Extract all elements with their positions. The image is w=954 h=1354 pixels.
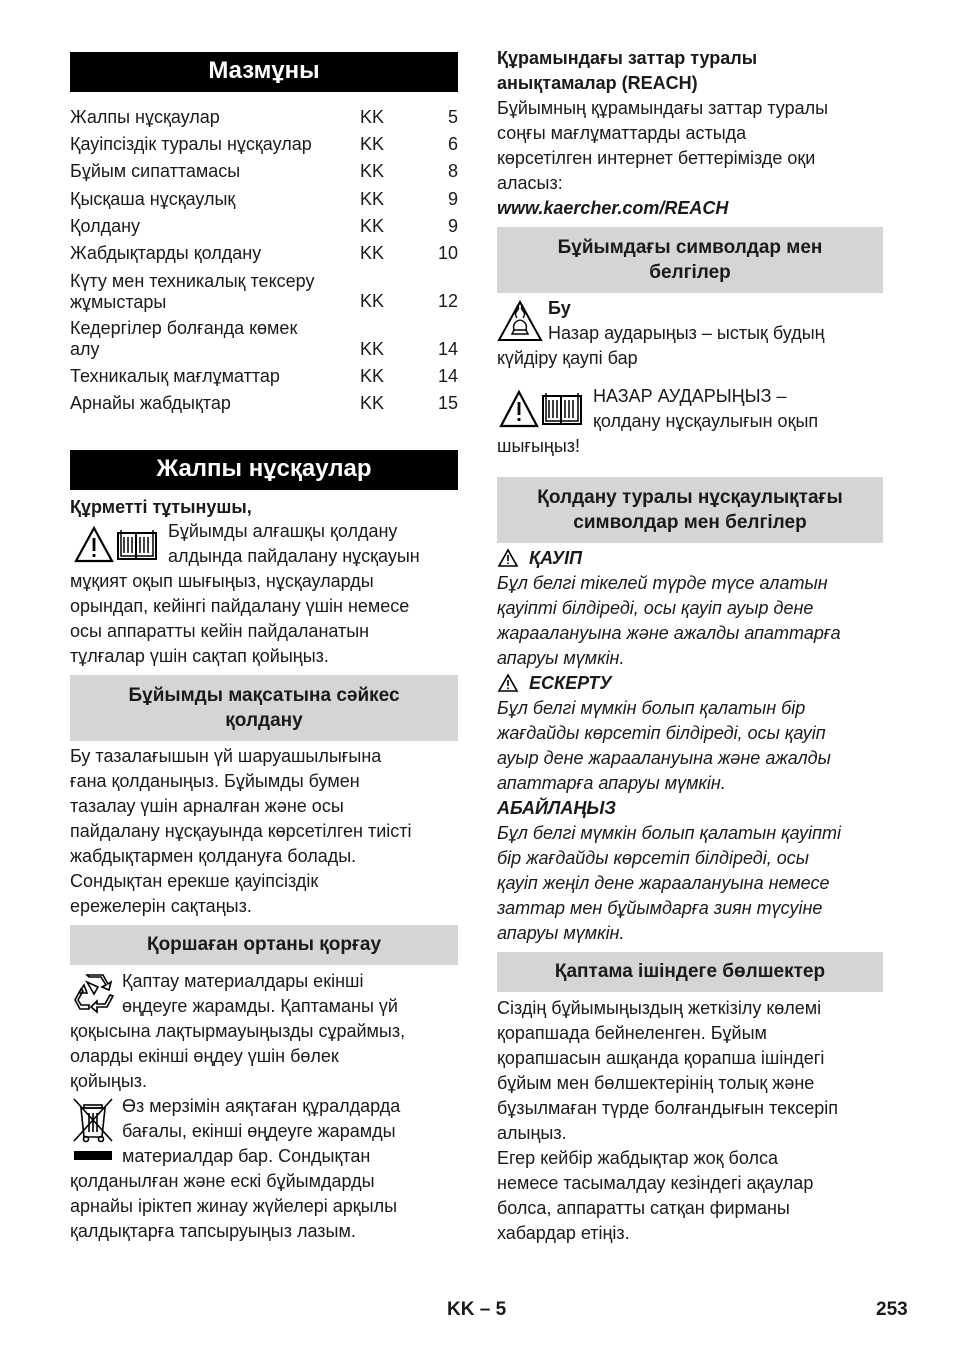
toc-row[interactable] [70,318,458,360]
disposal-wrap-text [122,1094,400,1169]
toc-row[interactable] [70,271,458,313]
crossed-bin-icon [72,1097,114,1163]
text-line: қолданылған және ескі бұйымдарды [70,1171,375,1191]
text-line: Сондықтан ерекше қауіпсіздік [70,871,319,891]
reach-link[interactable]: www.kaercher.com/REACH [497,198,729,218]
toc-page: 9 [447,189,458,209]
heading-line: белгілер [649,262,731,283]
text-line: осы аппаратты кейін пайдаланатын [70,621,370,641]
warning-icon [497,673,519,693]
text-line: жағдайды көрсетіп білдіреді, осы қауіп [497,723,826,743]
text-line: немесе тасымалдау кезіндегі ақаулар [497,1173,814,1193]
manual-symbols-heading [497,477,883,543]
text-line: мұқият оқып шығыңыз, нұсқауларды [70,571,374,591]
heading-line: Бұйымдағы символдар мен [557,237,823,258]
text-line: апаттарға апаруы мүмкін. [497,773,726,793]
manual-wrap-text [593,384,818,434]
toc-page: 6 [447,134,458,154]
toc-page: 12 [437,291,458,311]
toc-page: 9 [447,216,458,236]
text-line: арнайы іріктеп жинау жүйелері арқылы [70,1196,398,1216]
toc-lang: KK [360,243,385,263]
text-line: оларды екінші өңдеу үшін бөлек [70,1046,339,1066]
recycle-icon [72,973,118,1015]
toc-lang: KK [360,134,385,154]
warning-manual-icon [74,525,164,565]
intro-wrap-text [168,519,420,569]
toc-title: Техникалық мағлұматтар [70,366,280,386]
toc-title: Бұйым сипаттамасы [70,161,241,181]
text-line: Өз мерзімін аяқтаған құралдарда [122,1096,401,1116]
environment-heading: Қоршаған ортаны қорғау [70,925,458,965]
text-line: Бұйымның құрамындағы заттар туралы [497,98,829,118]
heading-line: анықтамалар (REACH) [497,73,698,93]
reach-heading [497,46,757,96]
text-line: қоқысына лақтырмауыңызды сұраймыз, [70,1021,406,1041]
text-line: ережелерін сақтаңыз. [70,896,252,916]
text-line: Сіздің бұйымыңыздың жеткізілу көлемі [497,998,822,1018]
toc-row[interactable] [70,107,458,128]
heading-line: Бұйымды мақсатына сәйкес [128,685,400,706]
text-line: қойыңыз. [70,1071,148,1091]
toc-title: Жабдықтарды қолдану [70,243,262,263]
text-line: қауіпті білдіреді, осы қауіп ауыр дене [497,598,814,618]
toc-title-line: алу [70,339,100,359]
toc-title-line: Күту мен техникалық тексеру [70,271,315,291]
toc-page: 5 [447,107,458,127]
danger-warning-icon [497,548,519,568]
text-line: бір жағдайды көрсетіп білдіреді, осы [497,848,809,868]
toc-row[interactable] [70,161,458,182]
toc-row[interactable] [70,189,458,210]
toc-title [70,271,355,313]
text-line: апаруы мүмкін. [497,648,625,668]
text-line: Бұл белгі мүмкін болып қалатын бір [497,698,806,718]
toc-page: 8 [447,161,458,181]
text-line: Бұйымды алғашқы қолдану [168,521,398,541]
text-line: пайдалану нұсқауында көрсетілген тиісті [70,821,412,841]
recycle-text [70,1019,405,1094]
text-line: Бұл белгі тікелей түрде түсе алатын [497,573,828,593]
toc-heading: Мазмұны [70,52,458,92]
recycle-wrap-text [122,969,398,1019]
text-line: материалдар бар. Сондықтан [122,1146,371,1166]
text-line: НАЗАР АУДАРЫҢЫЗ – [593,386,787,406]
text-line: апаруы мүмкін. [497,923,625,943]
text-line: тазалау үшін арналған және осы [70,796,344,816]
toc-lang: KK [360,107,385,127]
footer-section: KK – 5 [447,1299,507,1320]
toc-page: 15 [437,393,458,413]
toc-page: 14 [437,366,458,386]
steam-title: Бу [548,298,571,318]
text-line: Егер кейбір жабдықтар жоқ болса [497,1148,778,1168]
text-line: орындап, кейінгі пайдалану үшін немесе [70,596,410,616]
heading-line: қолдану [225,710,303,731]
danger-label: ҚАУІП [529,548,583,568]
package-text [497,996,838,1246]
toc-row[interactable] [70,243,458,264]
text-line: алыңыз. [497,1123,567,1143]
caution-label: АБАЙЛАҢЫЗ [497,798,616,818]
text-line: ауыр дене жараалануына және ажалды [497,748,831,768]
text-line: қалдықтарға тапсыруыңыз лазым. [70,1221,356,1241]
text-line: ғана қолданыңыз. Бұйымды бумен [70,771,360,791]
footer-page-number: 253 [876,1299,908,1320]
caution-text [497,821,841,946]
toc-title [70,318,355,360]
toc-title: Қолдану [70,216,141,236]
toc-title-line: жұмыстары [70,292,167,312]
toc-title: Қысқаша нұсқаулық [70,189,236,209]
text-line: бұзылмаған түрде болғандығын тексеріп [497,1098,838,1118]
toc-row[interactable] [70,134,458,155]
hot-steam-warning-icon [497,300,543,342]
toc-page: 14 [437,339,458,359]
text-line: бағалы, екінші өңдеуге жарамды [122,1121,396,1141]
warning-label: ЕСКЕРТУ [529,673,612,693]
text-line: көрсетілген интернет беттерімізде оқи [497,148,816,168]
intro-text [70,569,409,669]
reach-text [497,96,828,196]
heading-line: символдар мен белгілер [573,512,807,533]
disposal-text [70,1169,397,1244]
text-line: Қаптау материалдары екінші [122,971,364,991]
read-manual-warning-icon [499,388,589,430]
purpose-heading [70,675,458,741]
text-line: өңдеуге жарамды. Қаптаманы үй [122,996,398,1016]
text-line: заттар мен бұйымдарға зиян түсуіне [497,898,823,918]
steam-line: Назар аударыңыз – ыстық будың [548,323,825,343]
heading-line: Қолдану туралы нұсқаулықтағы [537,487,843,508]
symbols-heading [497,227,883,293]
text-line: қауіп жеңіл дене жараалануына немесе [497,873,830,893]
text-line: Бу тазалағышын үй шаруашылығына [70,746,382,766]
toc-title: Жалпы нұсқаулар [70,107,220,127]
text-line: жабдықтармен қолдануға болады. [70,846,357,866]
toc-page: 10 [437,243,458,263]
text-line: алдында пайдалану нұсқауын [168,546,420,566]
text-line: аласыз: [497,173,563,193]
toc-row[interactable] [70,216,458,237]
toc-lang: KK [360,339,385,359]
toc-lang: KK [360,393,385,413]
toc-row[interactable] [70,366,458,387]
package-heading: Қаптама ішіндеге бөлшектер [497,952,883,992]
toc-lang: KK [360,216,385,236]
greeting: Құрметті тұтынушы, [70,497,252,517]
heading-line: Құрамындағы заттар туралы [497,48,758,68]
text-line: бұйым мен бөлшектерінің толық және [497,1073,815,1093]
text-line: қорапшасын ашқанда қорапша ішіндегі [497,1048,825,1068]
steam-rest: күйдіру қаупі бар [497,348,638,368]
text-line: болса, аппаратты сатқан фирманы [497,1198,790,1218]
purpose-text [70,744,412,919]
warning-text [497,696,831,796]
toc-title: Қауіпсіздік туралы нұсқаулар [70,134,312,154]
danger-text [497,571,841,671]
toc-lang: KK [360,366,385,386]
general-heading: Жалпы нұсқаулар [70,450,458,490]
text-line: тұлғалар үшін сақтап қойыңыз. [70,646,329,666]
toc-title: Арнайы жабдықтар [70,393,231,413]
text-line: қолдану нұсқаулығын оқып [593,411,819,431]
text-line: хабардар етіңіз. [497,1223,630,1243]
toc-lang: KK [360,291,385,311]
toc-lang: KK [360,189,385,209]
text-line: соңғы мағлұматтарды астыда [497,123,747,143]
toc-title-line: Кедергілер болғанда көмек [70,318,298,338]
toc-row[interactable] [70,393,458,414]
manual-rest: шығыңыз! [497,436,581,456]
text-line: қорапшада бейнеленген. Бұйым [497,1023,767,1043]
toc-lang: KK [360,161,385,181]
text-line: жараалануына және ажалды апаттарға [497,623,841,643]
text-line: Бұл белгі мүмкін болып қалатын қауіпті [497,823,841,843]
